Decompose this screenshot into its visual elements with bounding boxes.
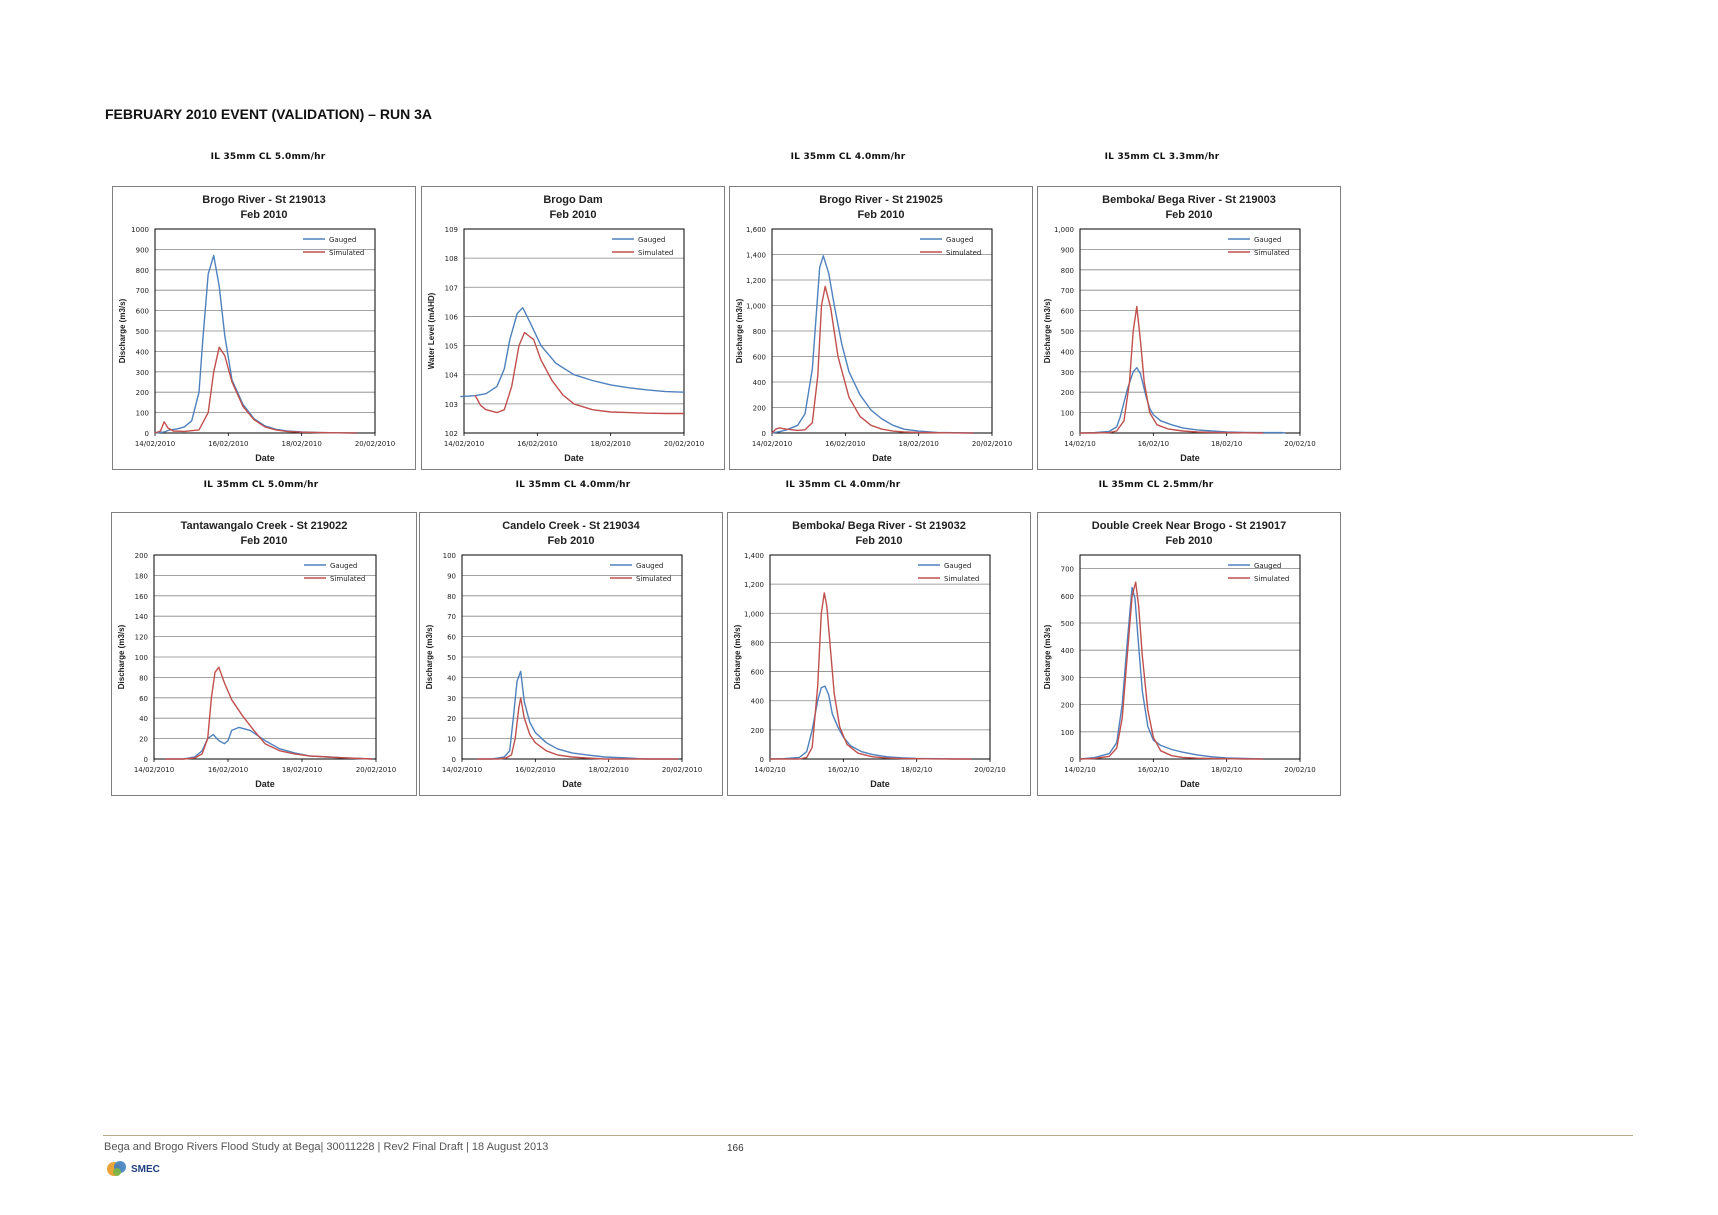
y-tick-label: 20 xyxy=(447,715,456,724)
legend-label: Simulated xyxy=(1254,249,1290,257)
y-tick-label: 400 xyxy=(752,379,766,387)
chart-bemboka-bega-219003 xyxy=(1037,186,1341,470)
x-tick-label: 18/02/2010 xyxy=(281,440,322,448)
x-tick-label: 20/02/2010 xyxy=(355,766,397,774)
y-tick-label: 200 xyxy=(134,552,148,560)
chart-title: Feb 2010 xyxy=(240,535,288,547)
x-tick-label: 18/02/10 xyxy=(900,766,933,774)
legend-label: Simulated xyxy=(1254,575,1290,583)
chart-title: Bemboka/ Bega River - St 219003 xyxy=(1102,194,1276,206)
y-tick-label: 400 xyxy=(1060,348,1074,357)
y-tick-label: 100 xyxy=(134,654,148,662)
x-tick-label: 20/02/2010 xyxy=(661,766,703,774)
chart-svg xyxy=(420,513,722,795)
param-label-chart-7: IL 35mm CL 4.0mm/hr xyxy=(785,480,901,490)
legend-label: Gauged xyxy=(944,562,972,570)
x-tick-label: 16/02/10 xyxy=(1137,440,1170,448)
x-tick-label: 16/02/2010 xyxy=(207,766,249,774)
page-heading: FEBRUARY 2010 EVENT (VALIDATION) – RUN 3A xyxy=(105,106,432,122)
chart-svg xyxy=(422,187,724,469)
x-tick-label: 20/02/10 xyxy=(1284,766,1316,774)
x-tick-label: 14/02/10 xyxy=(1064,440,1096,448)
y-tick-label: 60 xyxy=(139,694,148,703)
y-tick-label: 600 xyxy=(1060,307,1074,316)
chart-title: Feb 2010 xyxy=(240,209,288,221)
footer-rule xyxy=(103,1135,1633,1136)
series-line-simulated xyxy=(770,593,972,759)
chart-svg xyxy=(113,187,415,469)
y-tick-label: 10 xyxy=(447,735,456,744)
plot-area xyxy=(1080,555,1300,759)
series-line-gauged xyxy=(1080,588,1263,759)
y-axis-label: Discharge (m3/s) xyxy=(733,624,742,690)
y-tick-label: 80 xyxy=(447,592,456,601)
y-axis-label: Water Level (mAHD) xyxy=(427,292,436,370)
chart-svg xyxy=(112,513,416,795)
footer-text: Bega and Brogo Rivers Flood Study at Bega| 30011228 | Rev2 Final Draft | 18 August 2013 xyxy=(104,1141,549,1153)
legend-label: Gauged xyxy=(329,236,357,244)
y-tick-label: 300 xyxy=(1060,674,1074,683)
y-tick-label: 500 xyxy=(135,328,149,336)
x-tick-label: 14/02/10 xyxy=(754,766,786,774)
legend-label: Gauged xyxy=(1254,236,1282,244)
series-line-gauged xyxy=(770,686,972,759)
chart-svg xyxy=(730,187,1032,469)
y-tick-label: 103 xyxy=(444,400,458,409)
x-axis-label: Date xyxy=(1180,453,1200,463)
legend-label: Simulated xyxy=(638,249,674,257)
series-line-simulated xyxy=(477,698,679,759)
y-tick-label: 1,000 xyxy=(743,610,764,619)
page-number: 166 xyxy=(727,1143,744,1154)
y-tick-label: 800 xyxy=(1060,266,1074,275)
param-label-chart-1: IL 35mm CL 5.0mm/hr xyxy=(210,152,326,162)
y-tick-label: 40 xyxy=(447,674,456,683)
y-tick-label: 1,400 xyxy=(745,251,766,260)
param-label-chart-6: IL 35mm CL 4.0mm/hr xyxy=(515,480,631,490)
legend-label: Gauged xyxy=(946,236,974,244)
chart-title: Feb 2010 xyxy=(855,535,903,547)
x-tick-label: 14/02/10 xyxy=(1064,766,1096,774)
y-tick-label: 105 xyxy=(444,342,458,351)
x-tick-label: 16/02/10 xyxy=(1137,766,1170,774)
x-tick-label: 16/02/2010 xyxy=(208,440,249,448)
x-tick-label: 14/02/2010 xyxy=(133,766,175,774)
y-tick-label: 0 xyxy=(143,756,148,764)
legend-label: Gauged xyxy=(330,562,358,570)
y-tick-label: 700 xyxy=(1060,287,1074,296)
y-tick-label: 900 xyxy=(135,246,149,255)
x-tick-label: 20/02/10 xyxy=(1284,440,1316,448)
y-tick-label: 109 xyxy=(444,226,458,234)
y-axis-label: Discharge (m3/s) xyxy=(1043,298,1052,364)
y-tick-label: 700 xyxy=(1060,565,1074,574)
y-tick-label: 1,000 xyxy=(1053,226,1074,234)
series-line-gauged xyxy=(1080,368,1285,433)
series-line-simulated xyxy=(475,333,684,414)
y-tick-label: 0 xyxy=(1069,430,1074,438)
legend-label: Gauged xyxy=(638,236,666,244)
chart-bemboka-bega-219032 xyxy=(727,512,1031,796)
chart-title: Brogo River - St 219025 xyxy=(819,194,943,206)
x-tick-label: 18/02/10 xyxy=(1210,766,1243,774)
y-tick-label: 70 xyxy=(447,613,456,622)
legend-label: Simulated xyxy=(946,249,982,257)
x-tick-label: 14/02/2010 xyxy=(134,440,176,448)
chart-svg xyxy=(1038,187,1340,469)
legend-label: Simulated xyxy=(330,575,366,583)
x-tick-label: 18/02/2010 xyxy=(588,766,629,774)
y-tick-label: 200 xyxy=(135,389,149,398)
x-tick-label: 20/02/2010 xyxy=(354,440,396,448)
y-axis-label: Discharge (m3/s) xyxy=(1043,624,1052,690)
series-line-gauged xyxy=(477,671,679,759)
y-tick-label: 180 xyxy=(134,572,148,581)
chart-svg xyxy=(1038,513,1340,795)
y-tick-label: 200 xyxy=(750,726,764,735)
chart-title: Brogo Dam xyxy=(543,194,603,206)
x-tick-label: 16/02/2010 xyxy=(825,440,866,448)
series-line-gauged xyxy=(155,256,357,434)
y-axis-label: Discharge (m3/s) xyxy=(117,624,126,690)
y-tick-label: 600 xyxy=(752,353,766,362)
y-tick-label: 40 xyxy=(139,715,148,724)
y-tick-label: 160 xyxy=(134,592,148,601)
chart-title: Feb 2010 xyxy=(1165,535,1213,547)
param-label-chart-3: IL 35mm CL 4.0mm/hr xyxy=(790,152,906,162)
chart-title: Feb 2010 xyxy=(857,209,905,221)
y-tick-label: 400 xyxy=(135,348,149,357)
plot-area xyxy=(464,229,684,433)
y-tick-label: 700 xyxy=(135,287,149,296)
chart-candelo-219034 xyxy=(419,512,723,796)
y-tick-label: 120 xyxy=(134,633,148,642)
param-label-chart-4: IL 35mm CL 3.3mm/hr xyxy=(1104,152,1220,162)
chart-title: Brogo River - St 219013 xyxy=(202,194,326,206)
y-tick-label: 400 xyxy=(750,697,764,706)
x-axis-label: Date xyxy=(1180,779,1200,789)
x-tick-label: 18/02/2010 xyxy=(898,440,939,448)
y-tick-label: 90 xyxy=(447,572,456,581)
chart-title: Double Creek Near Brogo - St 219017 xyxy=(1091,520,1287,532)
y-tick-label: 600 xyxy=(1060,592,1074,601)
legend-label: Gauged xyxy=(1254,562,1282,570)
y-tick-label: 107 xyxy=(444,284,458,293)
chart-brogo-river-219025 xyxy=(729,186,1033,470)
x-tick-label: 20/02/2010 xyxy=(971,440,1013,448)
y-tick-label: 30 xyxy=(447,694,456,703)
y-tick-label: 600 xyxy=(135,307,149,316)
legend-label: Gauged xyxy=(636,562,664,570)
x-tick-label: 20/02/10 xyxy=(974,766,1006,774)
y-tick-label: 400 xyxy=(1060,647,1074,656)
param-label-chart-5: IL 35mm CL 5.0mm/hr xyxy=(203,480,319,490)
x-axis-label: Date xyxy=(255,779,275,789)
x-axis-label: Date xyxy=(562,779,582,789)
y-tick-label: 104 xyxy=(444,371,458,380)
chart-title: Candelo Creek - St 219034 xyxy=(502,520,640,532)
chart-title: Feb 2010 xyxy=(549,209,597,221)
y-tick-label: 60 xyxy=(447,633,456,642)
series-line-gauged xyxy=(460,308,684,397)
y-tick-label: 100 xyxy=(135,409,149,418)
y-tick-label: 0 xyxy=(451,756,456,764)
chart-double-creek-219017 xyxy=(1037,512,1341,796)
x-axis-label: Date xyxy=(255,453,275,463)
legend-label: Simulated xyxy=(636,575,672,583)
x-tick-label: 18/02/10 xyxy=(1210,440,1243,448)
y-tick-label: 1,200 xyxy=(743,581,764,590)
legend-label: Simulated xyxy=(329,249,365,257)
chart-svg xyxy=(728,513,1030,795)
y-tick-label: 100 xyxy=(1060,728,1074,737)
x-axis-label: Date xyxy=(564,453,584,463)
y-tick-label: 900 xyxy=(1060,246,1074,255)
series-line-gauged xyxy=(165,727,372,759)
chart-title: Feb 2010 xyxy=(547,535,595,547)
y-tick-label: 100 xyxy=(442,552,456,560)
chart-title: Tantawangalo Creek - St 219022 xyxy=(180,520,348,532)
series-line-simulated xyxy=(1080,307,1263,434)
x-tick-label: 14/02/2010 xyxy=(443,440,485,448)
chart-title: Bemboka/ Bega River - St 219032 xyxy=(792,520,966,532)
y-tick-label: 1000 xyxy=(131,226,149,234)
y-tick-label: 102 xyxy=(444,430,458,438)
y-tick-label: 300 xyxy=(1060,368,1074,377)
y-tick-label: 0 xyxy=(1069,756,1074,764)
y-tick-label: 108 xyxy=(444,255,458,264)
y-tick-label: 1,200 xyxy=(745,277,766,285)
y-tick-label: 1,600 xyxy=(745,226,766,234)
y-tick-label: 140 xyxy=(134,613,148,622)
param-label-chart-8: IL 35mm CL 2.5mm/hr xyxy=(1098,480,1214,490)
x-tick-label: 14/02/2010 xyxy=(441,766,483,774)
legend-label: Simulated xyxy=(944,575,980,583)
chart-brogo-river-219013 xyxy=(112,186,416,470)
y-tick-label: 500 xyxy=(1060,620,1074,628)
y-tick-label: 200 xyxy=(1060,701,1074,710)
y-tick-label: 600 xyxy=(750,668,764,677)
y-tick-label: 200 xyxy=(752,404,766,413)
series-line-simulated xyxy=(165,667,372,759)
y-tick-label: 80 xyxy=(139,674,148,683)
y-tick-label: 0 xyxy=(144,430,149,438)
x-tick-label: 16/02/10 xyxy=(827,766,860,774)
y-tick-label: 0 xyxy=(761,430,766,438)
y-tick-label: 100 xyxy=(1060,409,1074,418)
x-tick-label: 18/02/2010 xyxy=(590,440,631,448)
x-tick-label: 16/02/2010 xyxy=(517,440,558,448)
x-tick-label: 14/02/2010 xyxy=(751,440,793,448)
chart-tantawangalo-219022 xyxy=(111,512,417,796)
y-tick-label: 1,400 xyxy=(743,552,764,560)
y-axis-label: Discharge (m3/s) xyxy=(425,624,434,690)
y-axis-label: Discharge (m3/s) xyxy=(118,298,127,364)
series-line-simulated xyxy=(1080,582,1263,759)
y-tick-label: 50 xyxy=(447,654,456,662)
series-line-gauged xyxy=(772,256,974,433)
y-tick-label: 500 xyxy=(1060,328,1074,336)
chart-brogo-dam xyxy=(421,186,725,470)
x-tick-label: 18/02/2010 xyxy=(281,766,323,774)
y-tick-label: 800 xyxy=(752,328,766,336)
x-axis-label: Date xyxy=(870,779,890,789)
smec-logo-text: SMEC xyxy=(131,1164,160,1175)
smec-logo xyxy=(105,1158,185,1178)
y-axis-label: Discharge (m3/s) xyxy=(735,298,744,364)
plot-area xyxy=(770,555,990,759)
chart-title: Feb 2010 xyxy=(1165,209,1213,221)
y-tick-label: 800 xyxy=(135,266,149,275)
y-tick-label: 20 xyxy=(139,735,148,744)
x-axis-label: Date xyxy=(872,453,892,463)
y-tick-label: 1,000 xyxy=(745,302,766,311)
series-line-simulated xyxy=(155,347,357,433)
y-tick-label: 800 xyxy=(750,639,764,648)
y-tick-label: 0 xyxy=(759,756,764,764)
x-tick-label: 16/02/2010 xyxy=(515,766,556,774)
y-tick-label: 200 xyxy=(1060,389,1074,398)
y-tick-label: 300 xyxy=(135,368,149,377)
y-tick-label: 106 xyxy=(444,313,458,322)
x-tick-label: 20/02/2010 xyxy=(663,440,705,448)
